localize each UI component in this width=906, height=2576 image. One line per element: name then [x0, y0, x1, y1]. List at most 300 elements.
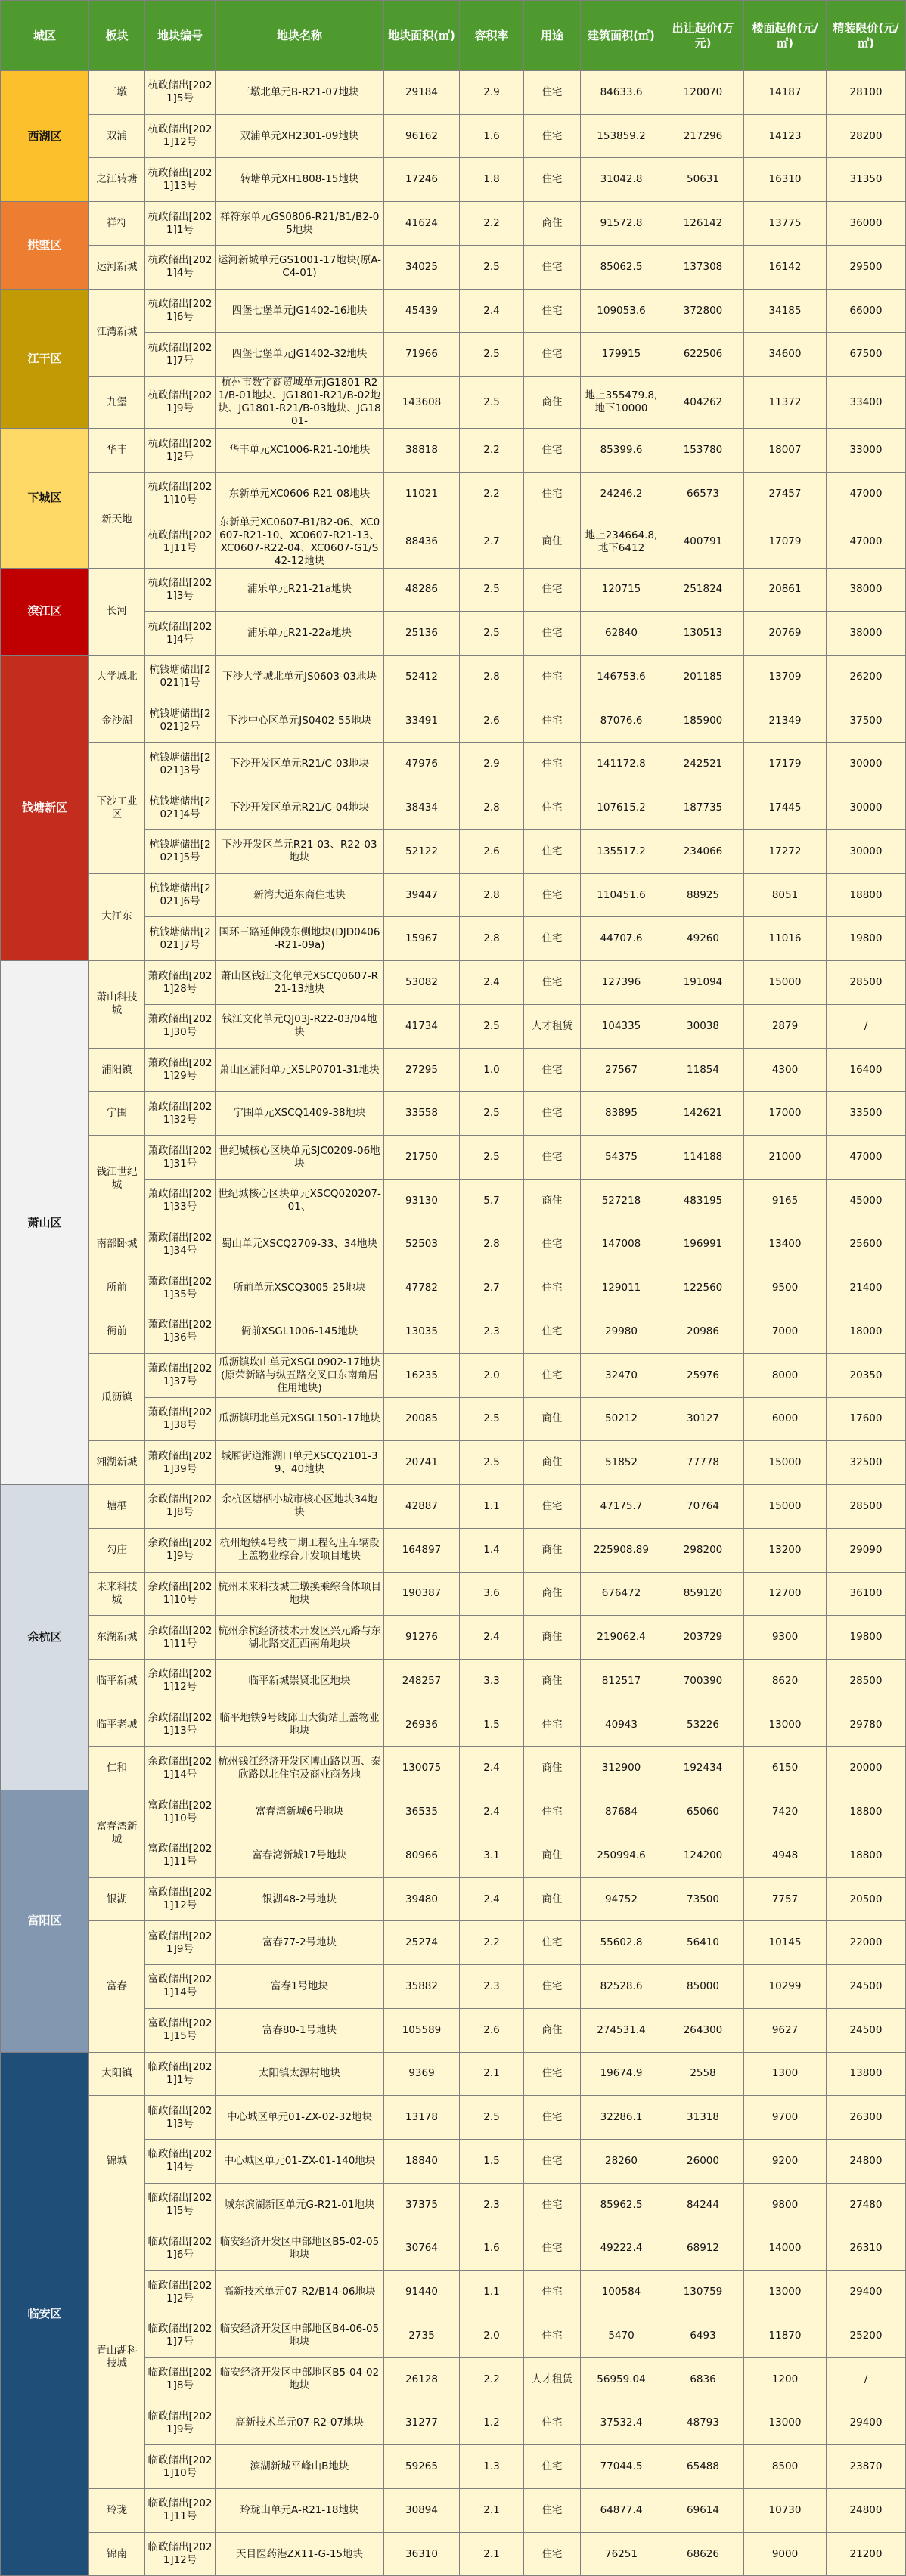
floor-price: 17445: [744, 786, 827, 830]
building-area: 83895: [581, 1092, 662, 1136]
building-area: 50212: [581, 1397, 662, 1441]
floor-price: 1200: [744, 2357, 827, 2401]
starting-price: 187735: [662, 786, 744, 830]
floor-price: 27457: [744, 472, 827, 516]
subdistrict-cell: 华丰: [89, 429, 145, 473]
land-area: 2735: [384, 2314, 460, 2357]
land-use: 住宅: [524, 2532, 581, 2576]
starting-price: 191094: [662, 961, 744, 1005]
building-area: 28260: [581, 2140, 662, 2184]
table-row: [1, 1441, 906, 1485]
table-row: [1, 1528, 906, 1572]
table-body: [1, 71, 906, 2576]
starting-price: 65488: [662, 2445, 744, 2489]
starting-price: 130513: [662, 612, 744, 656]
plot-ratio: 2.7: [460, 516, 524, 568]
floor-price: 14000: [744, 2227, 827, 2271]
building-area: 地上355479.8,地下10000: [581, 377, 662, 429]
land-area: 30764: [384, 2227, 460, 2271]
starting-price: 88925: [662, 873, 744, 917]
plot-ratio: 2.6: [460, 830, 524, 874]
floor-price: 14187: [744, 71, 827, 115]
building-area: 85962.5: [581, 2183, 662, 2227]
plot-ratio: 3.3: [460, 1659, 524, 1703]
land-use: 住宅: [524, 786, 581, 830]
table-row: [1, 1353, 906, 1397]
price-cap: 13800: [827, 2052, 906, 2096]
parcel-code: 杭政储出[2021]3号: [145, 568, 216, 612]
price-cap: 28100: [827, 71, 906, 115]
subdistrict-cell: 临平老城: [89, 1703, 145, 1747]
table-row: [1, 1310, 906, 1354]
parcel-name: 天目医药港ZX11-G-15地块: [216, 2532, 384, 2576]
starting-price: 185900: [662, 699, 744, 742]
parcel-name: 下沙大学城北单元JS0603-03地块: [216, 656, 384, 699]
subdistrict-cell: 勾庄: [89, 1528, 145, 1572]
table-row: [1, 1572, 906, 1616]
parcel-name: 四堡七堡单元JG1402-16地块: [216, 289, 384, 333]
price-cap: 29400: [827, 2401, 906, 2445]
price-cap: 30000: [827, 830, 906, 874]
land-use: 住宅: [524, 917, 581, 961]
building-area: 87076.6: [581, 699, 662, 742]
starting-price: 49260: [662, 917, 744, 961]
building-area: 312900: [581, 1747, 662, 1790]
plot-ratio: 2.8: [460, 873, 524, 917]
building-area: 129011: [581, 1266, 662, 1310]
land-use: 住宅: [524, 2052, 581, 2096]
land-area: 41734: [384, 1004, 460, 1048]
parcel-code: 临政储出[2021]11号: [145, 2488, 216, 2532]
parcel-name: 富春湾新城6号地块: [216, 1790, 384, 1834]
parcel-code: 余政储出[2021]14号: [145, 1747, 216, 1790]
floor-price: 7000: [744, 1310, 827, 1354]
parcel-code: 富政储出[2021]9号: [145, 1921, 216, 1965]
building-area: 55602.8: [581, 1921, 662, 1965]
building-area: 147008: [581, 1223, 662, 1266]
building-area: 54375: [581, 1136, 662, 1180]
starting-price: 84244: [662, 2183, 744, 2227]
floor-price: 17000: [744, 1092, 827, 1136]
parcel-code: 萧政储出[2021]29号: [145, 1048, 216, 1092]
floor-price: 7757: [744, 1877, 827, 1921]
land-area: 45439: [384, 289, 460, 333]
subdistrict-cell: 长河: [89, 568, 145, 655]
floor-price: 15000: [744, 961, 827, 1005]
building-area: 120715: [581, 568, 662, 612]
district-cell: 下城区: [1, 429, 89, 568]
land-use: 商住: [524, 2008, 581, 2052]
price-cap: 21200: [827, 2532, 906, 2576]
price-cap: 17600: [827, 1397, 906, 1441]
price-cap: 30000: [827, 742, 906, 786]
parcel-name: 华丰单元XC1006-R21-10地块: [216, 429, 384, 473]
land-area: 35882: [384, 1965, 460, 2009]
starting-price: 622506: [662, 333, 744, 377]
building-area: 153859.2: [581, 114, 662, 158]
subdistrict-cell: 之江转塘: [89, 158, 145, 202]
price-cap: 20500: [827, 1877, 906, 1921]
building-area: 109053.6: [581, 289, 662, 333]
subdistrict-cell: 大学城北: [89, 656, 145, 699]
parcel-name: 蜀山单元XSCQ2709-33、34地块: [216, 1223, 384, 1266]
building-area: 64877.4: [581, 2488, 662, 2532]
land-use: 住宅: [524, 2096, 581, 2140]
parcel-name: 杭州余杭经济技术开发区兴元路与东湖北路交汇西南角地块: [216, 1616, 384, 1660]
column-header: 城区: [1, 1, 89, 71]
parcel-code: 杭钱塘储出[2021]1号: [145, 656, 216, 699]
price-cap: 33000: [827, 429, 906, 473]
building-area: 85062.5: [581, 245, 662, 289]
building-area: 27567: [581, 1048, 662, 1092]
parcel-name: 高新技术单元07-R2/B14-06地块: [216, 2271, 384, 2314]
land-area: 52412: [384, 656, 460, 699]
floor-price: 4948: [744, 1834, 827, 1877]
plot-ratio: 2.2: [460, 472, 524, 516]
column-header: 出让起价(万元): [662, 1, 744, 71]
starting-price: 372800: [662, 289, 744, 333]
building-area: 87684: [581, 1790, 662, 1834]
price-cap: 45000: [827, 1179, 906, 1223]
land-area: 91276: [384, 1616, 460, 1660]
land-use: 住宅: [524, 1965, 581, 2009]
starting-price: 251824: [662, 568, 744, 612]
table-row: [1, 245, 906, 289]
land-area: 91440: [384, 2271, 460, 2314]
building-area: 127396: [581, 961, 662, 1005]
plot-ratio: 2.9: [460, 71, 524, 115]
plot-ratio: 2.4: [460, 1790, 524, 1834]
column-header: 建筑面积(㎡): [581, 1, 662, 71]
land-area: 37375: [384, 2183, 460, 2227]
parcel-code: 杭政储出[2021]6号: [145, 289, 216, 333]
building-area: 84633.6: [581, 71, 662, 115]
floor-price: 13000: [744, 2271, 827, 2314]
parcel-name: 中心城区单元01-ZX-02-32地块: [216, 2096, 384, 2140]
plot-ratio: 2.1: [460, 2052, 524, 2096]
starting-price: 48793: [662, 2401, 744, 2445]
land-use: 住宅: [524, 71, 581, 115]
parcel-name: 杭州钱江经济开发区博山路以西、泰欣路以北住宅及商业商务地: [216, 1747, 384, 1790]
floor-price: 34185: [744, 289, 827, 333]
parcel-name: 双浦单元XH2301-09地块: [216, 114, 384, 158]
land-use: 住宅: [524, 1790, 581, 1834]
land-area: 25136: [384, 612, 460, 656]
floor-price: 16142: [744, 245, 827, 289]
district-cell: 余杭区: [1, 1485, 89, 1790]
table-row: [1, 699, 906, 742]
parcel-name: 四堡七堡单元JG1402-32地块: [216, 333, 384, 377]
starting-price: 404262: [662, 377, 744, 429]
building-area: 5470: [581, 2314, 662, 2357]
table-row: [1, 1790, 906, 1834]
subdistrict-cell: 南部卧城: [89, 1223, 145, 1266]
parcel-name: 东新单元XC0606-R21-08地块: [216, 472, 384, 516]
table-row: [1, 472, 906, 516]
parcel-code: 余政储出[2021]8号: [145, 1485, 216, 1529]
plot-ratio: 2.0: [460, 1353, 524, 1397]
parcel-name: 富春80-1号地块: [216, 2008, 384, 2052]
plot-ratio: 2.5: [460, 1397, 524, 1441]
land-use: 住宅: [524, 429, 581, 473]
table-row: [1, 1659, 906, 1703]
table-row: [1, 1136, 906, 1180]
price-cap: 31350: [827, 158, 906, 202]
plot-ratio: 2.8: [460, 786, 524, 830]
land-use: 住宅: [524, 1485, 581, 1529]
building-area: 250994.6: [581, 1834, 662, 1877]
plot-ratio: 2.5: [460, 1136, 524, 1180]
subdistrict-cell: 浦阳镇: [89, 1048, 145, 1092]
land-area: 105589: [384, 2008, 460, 2052]
building-area: 676472: [581, 1572, 662, 1616]
starting-price: 298200: [662, 1528, 744, 1572]
table-row: [1, 1485, 906, 1529]
table-row: [1, 742, 906, 786]
price-cap: 47000: [827, 472, 906, 516]
price-cap: 23870: [827, 2445, 906, 2489]
building-area: 地上234664.8,地下6412: [581, 516, 662, 568]
starting-price: 242521: [662, 742, 744, 786]
floor-price: 11372: [744, 377, 827, 429]
plot-ratio: 2.4: [460, 289, 524, 333]
price-cap: 18800: [827, 1790, 906, 1834]
parcel-code: 萧政储出[2021]33号: [145, 1179, 216, 1223]
floor-price: 1300: [744, 2052, 827, 2096]
table-row: [1, 1266, 906, 1310]
land-area: 26936: [384, 1703, 460, 1747]
parcel-code: 杭钱塘储出[2021]7号: [145, 917, 216, 961]
parcel-code: 萧政储出[2021]34号: [145, 1223, 216, 1266]
district-cell: 江干区: [1, 289, 89, 428]
table-row: [1, 71, 906, 115]
building-area: 40943: [581, 1703, 662, 1747]
plot-ratio: 2.6: [460, 699, 524, 742]
starting-price: 130759: [662, 2271, 744, 2314]
land-area: 26128: [384, 2357, 460, 2401]
land-area: 9369: [384, 2052, 460, 2096]
table-row: [1, 1048, 906, 1092]
subdistrict-cell: 临平新城: [89, 1659, 145, 1703]
land-area: 31277: [384, 2401, 460, 2445]
building-area: 146753.6: [581, 656, 662, 699]
subdistrict-cell: 祥符: [89, 202, 145, 246]
subdistrict-cell: 新天地: [89, 472, 145, 568]
plot-ratio: 2.3: [460, 1965, 524, 2009]
parcel-code: 萧政储出[2021]39号: [145, 1441, 216, 1485]
parcel-name: 杭州市数字商贸城单元JG1801-R21/B-01地块、JG1801-R21/B-02地块、JG1801-R21/B-03地块、JG1801-: [216, 377, 384, 429]
plot-ratio: 1.5: [460, 2140, 524, 2184]
parcel-code: 杭政储出[2021]4号: [145, 245, 216, 289]
district-cell: 拱墅区: [1, 202, 89, 289]
floor-price: 18007: [744, 429, 827, 473]
parcel-name: 杭州未来科技城三墩换乘综合体项目地块: [216, 1572, 384, 1616]
plot-ratio: 2.5: [460, 333, 524, 377]
land-area: 13178: [384, 2096, 460, 2140]
price-cap: 21400: [827, 1266, 906, 1310]
plot-ratio: 1.3: [460, 2445, 524, 2489]
building-area: 32470: [581, 1353, 662, 1397]
land-area: 18840: [384, 2140, 460, 2184]
land-use: 商住: [524, 516, 581, 568]
column-header: 容积率: [460, 1, 524, 71]
parcel-code: 萧政储出[2021]31号: [145, 1136, 216, 1180]
parcel-code: 余政储出[2021]9号: [145, 1528, 216, 1572]
parcel-code: 萧政储出[2021]35号: [145, 1266, 216, 1310]
land-use: 住宅: [524, 2227, 581, 2271]
parcel-code: 富政储出[2021]10号: [145, 1790, 216, 1834]
starting-price: 85000: [662, 1965, 744, 2009]
price-cap: 28500: [827, 961, 906, 1005]
land-area: 52122: [384, 830, 460, 874]
building-area: 51852: [581, 1441, 662, 1485]
parcel-name: 浦乐单元R21-22a地块: [216, 612, 384, 656]
column-header: 精装限价(元/㎡): [827, 1, 906, 71]
land-area: 36535: [384, 1790, 460, 1834]
plot-ratio: 1.2: [460, 2401, 524, 2445]
parcel-code: 萧政储出[2021]38号: [145, 1397, 216, 1441]
building-area: 219062.4: [581, 1616, 662, 1660]
land-area: 164897: [384, 1528, 460, 1572]
parcel-name: 富春1号地块: [216, 1965, 384, 2009]
price-cap: 38000: [827, 612, 906, 656]
parcel-name: 太阳镇太源村地块: [216, 2052, 384, 2096]
land-use: 商住: [524, 1877, 581, 1921]
land-area: 34025: [384, 245, 460, 289]
column-header: 楼面起价(元/㎡): [744, 1, 827, 71]
land-use: 人才租赁: [524, 2357, 581, 2401]
table-row: [1, 568, 906, 612]
parcel-name: 下沙开发区单元R21/C-04地块: [216, 786, 384, 830]
starting-price: 483195: [662, 1179, 744, 1223]
land-area: 39480: [384, 1877, 460, 1921]
floor-price: 8500: [744, 2445, 827, 2489]
starting-price: 6493: [662, 2314, 744, 2357]
column-header: 地块编号: [145, 1, 216, 71]
parcel-name: 临安经济开发区中部地区B5-02-05地块: [216, 2227, 384, 2271]
plot-ratio: 1.1: [460, 1485, 524, 1529]
table-row: [1, 873, 906, 917]
floor-price: 20769: [744, 612, 827, 656]
price-cap: 18800: [827, 1834, 906, 1877]
floor-price: 9700: [744, 2096, 827, 2140]
starting-price: 26000: [662, 2140, 744, 2184]
parcel-name: 玲珑山单元A-R21-18地块: [216, 2488, 384, 2532]
price-cap: 20350: [827, 1353, 906, 1397]
table-row: [1, 377, 906, 429]
parcel-name: 瓜沥镇明北单元XSGL1501-17地块: [216, 1397, 384, 1441]
parcel-name: 所前单元XSCQ3005-25地块: [216, 1266, 384, 1310]
land-area: 20741: [384, 1441, 460, 1485]
plot-ratio: 2.2: [460, 1921, 524, 1965]
plot-ratio: 2.5: [460, 377, 524, 429]
plot-ratio: 5.7: [460, 1179, 524, 1223]
parcel-name: 中心城区单元01-ZX-01-140地块: [216, 2140, 384, 2184]
land-area: 47782: [384, 1266, 460, 1310]
plot-ratio: 1.1: [460, 2271, 524, 2314]
price-cap: 24800: [827, 2488, 906, 2532]
plot-ratio: 2.6: [460, 2008, 524, 2052]
land-use: 商住: [524, 1659, 581, 1703]
district-cell: 富阳区: [1, 1790, 89, 2052]
floor-price: 8051: [744, 873, 827, 917]
parcel-code: 临政储出[2021]5号: [145, 2183, 216, 2227]
table-row: [1, 114, 906, 158]
building-area: 94752: [581, 1877, 662, 1921]
building-area: 29980: [581, 1310, 662, 1354]
subdistrict-cell: 银湖: [89, 1877, 145, 1921]
land-area: 93130: [384, 1179, 460, 1223]
parcel-code: 临政储出[2021]9号: [145, 2401, 216, 2445]
table-header-row: [1, 1, 906, 71]
building-area: 100584: [581, 2271, 662, 2314]
plot-ratio: 1.0: [460, 1048, 524, 1092]
building-area: 31042.8: [581, 158, 662, 202]
parcel-name: 富春77-2号地块: [216, 1921, 384, 1965]
starting-price: 234066: [662, 830, 744, 874]
subdistrict-cell: 下沙工业区: [89, 742, 145, 873]
land-area: 53082: [384, 961, 460, 1005]
column-header: 地块面积(㎡): [384, 1, 460, 71]
subdistrict-cell: 钱江世纪城: [89, 1136, 145, 1223]
land-use: 商住: [524, 1572, 581, 1616]
subdistrict-cell: 玲珑: [89, 2488, 145, 2532]
plot-ratio: 2.2: [460, 429, 524, 473]
parcel-name: 三墩北单元B-R21-07地块: [216, 71, 384, 115]
building-area: 107615.2: [581, 786, 662, 830]
price-cap: 36000: [827, 202, 906, 246]
land-area: 25274: [384, 1921, 460, 1965]
parcel-code: 余政储出[2021]13号: [145, 1703, 216, 1747]
land-area: 33558: [384, 1092, 460, 1136]
table-row: [1, 2052, 906, 2096]
land-area: 11021: [384, 472, 460, 516]
parcel-name: 国环三路延伸段东侧地块(DJD0406-R21-09a): [216, 917, 384, 961]
land-use: 住宅: [524, 1092, 581, 1136]
building-area: 179915: [581, 333, 662, 377]
land-area: 13035: [384, 1310, 460, 1354]
starting-price: 203729: [662, 1616, 744, 1660]
plot-ratio: 2.5: [460, 1441, 524, 1485]
building-area: 56959.04: [581, 2357, 662, 2401]
building-area: 47175.7: [581, 1485, 662, 1529]
subdistrict-cell: 双浦: [89, 114, 145, 158]
plot-ratio: 2.5: [460, 568, 524, 612]
price-cap: 29500: [827, 245, 906, 289]
price-cap: 33400: [827, 377, 906, 429]
parcel-code: 杭政储出[2021]11号: [145, 516, 216, 568]
starting-price: 120070: [662, 71, 744, 115]
starting-price: 196991: [662, 1223, 744, 1266]
parcel-name: 城厢街道湘湖口单元XSCQ2101-39、40地块: [216, 1441, 384, 1485]
starting-price: 50631: [662, 158, 744, 202]
building-area: 812517: [581, 1659, 662, 1703]
price-cap: 26200: [827, 656, 906, 699]
district-cell: 萧山区: [1, 961, 89, 1485]
price-cap: 30000: [827, 786, 906, 830]
land-use: 住宅: [524, 1921, 581, 1965]
price-cap: 19800: [827, 917, 906, 961]
starting-price: 73500: [662, 1877, 744, 1921]
land-area: 30894: [384, 2488, 460, 2532]
land-use: 商住: [524, 1441, 581, 1485]
subdistrict-cell: 青山湖科技城: [89, 2227, 145, 2488]
price-cap: 32500: [827, 1441, 906, 1485]
plot-ratio: 2.5: [460, 1092, 524, 1136]
building-area: 104335: [581, 1004, 662, 1048]
price-cap: 33500: [827, 1092, 906, 1136]
plot-ratio: 1.6: [460, 2227, 524, 2271]
